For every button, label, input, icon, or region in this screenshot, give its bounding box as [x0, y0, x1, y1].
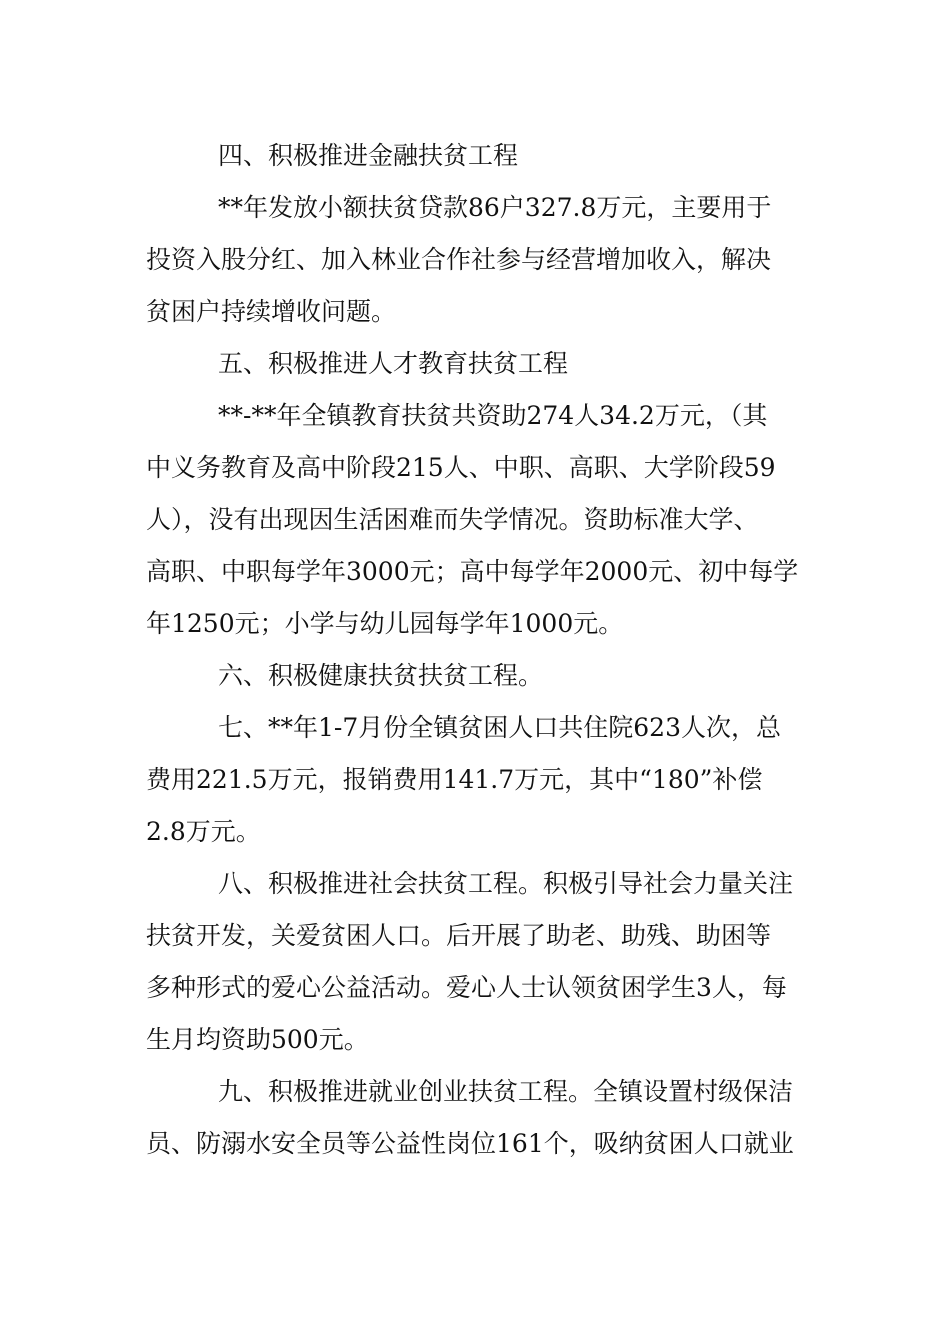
- paragraph-line: 费用221.5万元，报销费用141.7万元，其中“180”补偿: [146, 765, 763, 794]
- paragraph-line: 扶贫开发，关爱贫困人口。后开展了助老、助残、助困等: [146, 921, 772, 950]
- paragraph-line: 九、积极推进就业创业扶贫工程。全镇设置村级保洁: [218, 1077, 794, 1106]
- paragraph-social: [146, 858, 806, 1066]
- paragraph-line: 八、积极推进社会扶贫工程。积极引导社会力量关注: [218, 869, 794, 898]
- paragraph-line: 多种形式的爱心公益活动。爱心人士认领贫困学生3人，每: [146, 973, 787, 1002]
- paragraph-line: **-**年全镇教育扶贫共资助274人34.2万元，（其: [218, 401, 768, 430]
- paragraph-line: 人），没有出现因生活困难而失学情况。资助标准大学、: [146, 505, 759, 534]
- paragraph-line: **年发放小额扶贫贷款86户327.8万元，主要用于: [218, 193, 772, 222]
- section-heading-5: [146, 338, 806, 390]
- heading-line: 四、积极推进金融扶贫工程: [218, 141, 519, 170]
- paragraph-line: 高职、中职每学年3000元；高中每学年2000元、初中每学: [146, 557, 799, 586]
- paragraph-line: 七、**年1-7月份全镇贫困人口共住院623人次，总: [218, 713, 781, 742]
- paragraph-education: [146, 390, 806, 650]
- paragraph-employment: [146, 1066, 806, 1170]
- paragraph-line: 员、防溺水安全员等公益性岗位161个，吸纳贫困人口就业: [146, 1129, 794, 1158]
- section-heading-6: [146, 650, 806, 702]
- paragraph-loans: [146, 182, 806, 338]
- paragraph-line: 生月均资助500元。: [146, 1025, 369, 1054]
- heading-line: 六、积极健康扶贫扶贫工程。: [218, 661, 544, 690]
- paragraph-line: 中义务教育及高中阶段215人、中职、高职、大学阶段59: [146, 453, 776, 482]
- paragraph-line: 投资入股分红、加入林业合作社参与经营增加收入，解决: [146, 245, 772, 274]
- paragraph-line: 2.8万元。: [146, 817, 261, 846]
- paragraph-line: 贫困户持续增收问题。: [146, 297, 397, 326]
- section-heading-4: [146, 130, 806, 182]
- document-body: [146, 130, 806, 1170]
- heading-line: 五、积极推进人才教育扶贫工程: [218, 349, 569, 378]
- paragraph-line: 年1250元；小学与幼儿园每学年1000元。: [146, 609, 624, 638]
- paragraph-health: [146, 702, 806, 858]
